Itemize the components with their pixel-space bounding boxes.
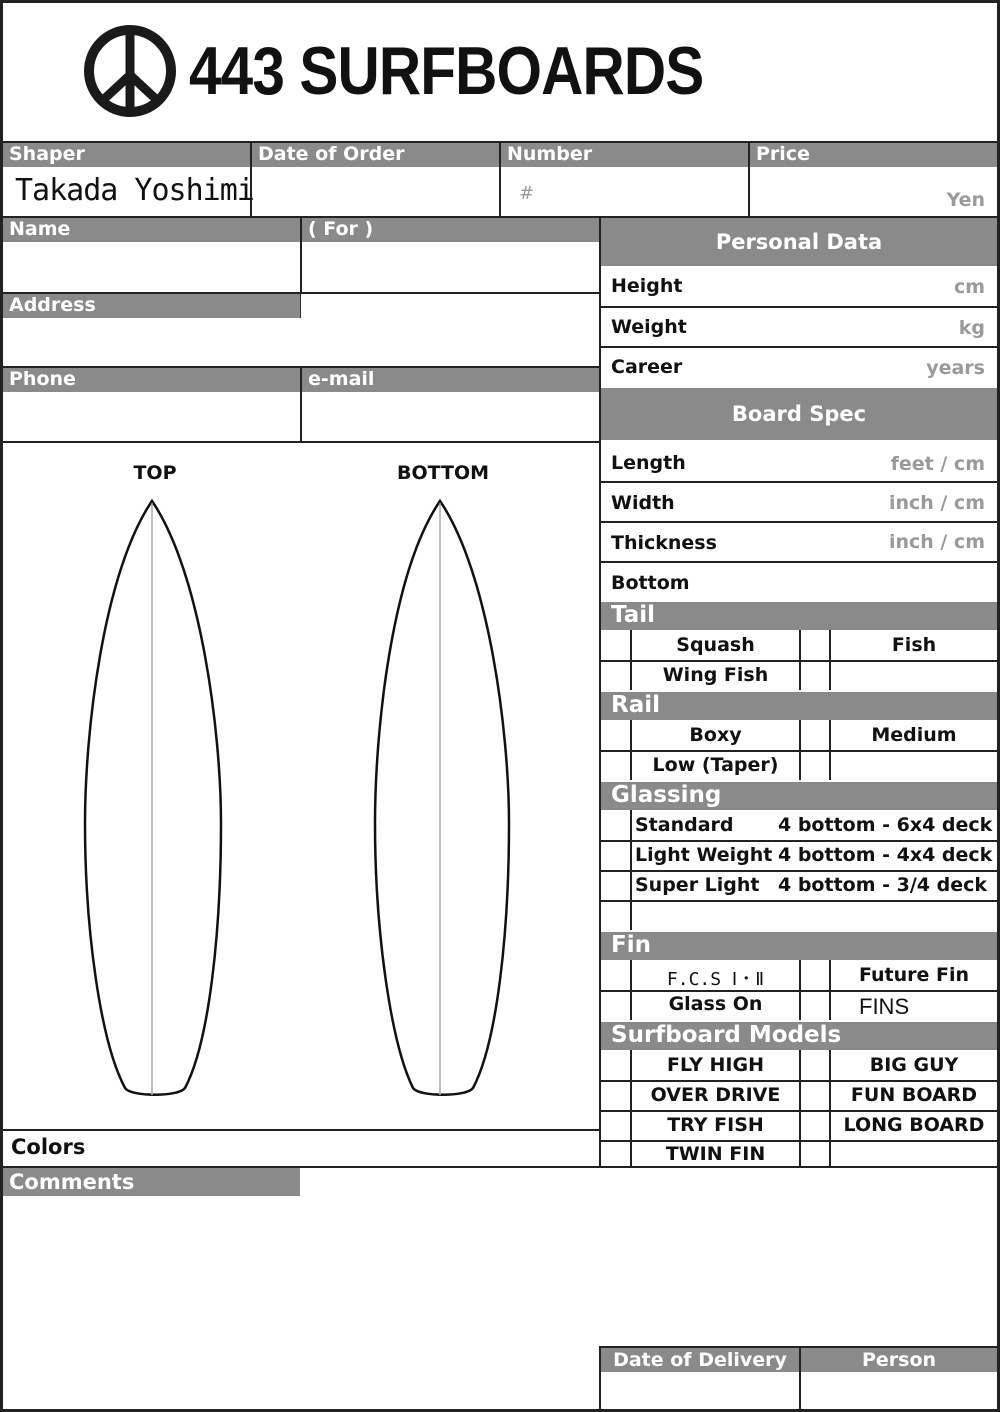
address-label: Address xyxy=(3,294,300,318)
rail-boxy-option: Boxy xyxy=(689,724,742,746)
brand-title: 443 SURFBOARDS xyxy=(189,33,704,109)
price-unit: Yen xyxy=(946,189,985,211)
price-label: Price xyxy=(750,143,997,167)
top-view-label: TOP xyxy=(133,462,177,484)
rail-other-checkbox[interactable] xyxy=(801,752,828,779)
weight-label: Weight xyxy=(611,316,687,338)
surfboard-top-outline xyxy=(85,501,221,1095)
length-unit: feet / cm xyxy=(890,453,985,475)
model-over-drive-option: OVER DRIVE xyxy=(650,1084,781,1106)
phone-field[interactable] xyxy=(5,393,299,440)
divider xyxy=(601,346,997,348)
divider xyxy=(799,1346,801,1409)
tail-squash-checkbox[interactable] xyxy=(603,632,629,659)
divider xyxy=(300,294,301,318)
fin-glass-on-option: Glass On xyxy=(668,993,763,1015)
model-twin-fin-option: TWIN FIN xyxy=(665,1143,766,1165)
date-of-delivery-label: Date of Delivery xyxy=(601,1348,799,1372)
surfboard-drawing[interactable] xyxy=(3,443,599,1129)
number-label: Number xyxy=(501,143,748,167)
tail-title: Tail xyxy=(601,602,997,630)
divider xyxy=(601,521,997,523)
model-other-field[interactable] xyxy=(831,1142,995,1165)
number-prefix: # xyxy=(519,183,535,204)
thickness-unit: inch / cm xyxy=(888,531,985,553)
glassing-standard-desc: 4 bottom - 6x4 deck xyxy=(778,814,993,836)
thickness-label: Thickness xyxy=(611,532,717,554)
glassing-other-checkbox[interactable] xyxy=(603,902,629,929)
model-fly-high-option: FLY HIGH xyxy=(667,1054,764,1076)
rail-low-taper-checkbox[interactable] xyxy=(603,752,629,779)
shaper-value[interactable]: Takada Yoshimi xyxy=(15,173,254,208)
rail-medium-option: Medium xyxy=(871,724,957,746)
model-other-checkbox[interactable] xyxy=(801,1142,828,1165)
fin-fins-checkbox[interactable] xyxy=(801,992,828,1019)
divider xyxy=(499,143,501,216)
divider xyxy=(601,1080,997,1082)
date-of-order-field[interactable] xyxy=(255,169,497,215)
glassing-light-weight-desc: 4 bottom - 4x4 deck xyxy=(778,844,993,866)
divider xyxy=(3,1129,599,1131)
rail-low-taper-option: Low (Taper) xyxy=(652,754,779,776)
divider xyxy=(601,840,997,842)
rail-other-field[interactable] xyxy=(831,752,995,779)
divider xyxy=(300,218,302,292)
divider xyxy=(601,481,997,483)
board-spec-title: Board Spec xyxy=(601,388,997,440)
model-fly-high-checkbox[interactable] xyxy=(603,1052,629,1079)
personal-data-title: Personal Data xyxy=(601,218,997,266)
glassing-super-light-name: Super Light xyxy=(635,874,760,896)
height-unit: cm xyxy=(953,276,985,298)
name-field[interactable] xyxy=(5,244,299,291)
fin-future-checkbox[interactable] xyxy=(801,962,828,989)
fin-fcs-checkbox[interactable] xyxy=(603,962,629,989)
width-label: Width xyxy=(611,492,675,514)
fin-title: Fin xyxy=(601,932,997,960)
model-over-drive-checkbox[interactable] xyxy=(603,1082,629,1109)
rail-title: Rail xyxy=(601,692,997,720)
phone-label: Phone xyxy=(3,368,300,392)
tail-wing-fish-option: Wing Fish xyxy=(662,664,769,686)
length-label: Length xyxy=(611,452,686,474)
divider xyxy=(300,368,302,441)
comments-field[interactable] xyxy=(5,1198,995,1346)
model-try-fish-option: TRY FISH xyxy=(667,1114,764,1136)
model-long-board-checkbox[interactable] xyxy=(801,1112,828,1139)
divider xyxy=(601,1110,997,1112)
for-label: ( For ) xyxy=(302,218,599,242)
peace-sign-icon xyxy=(80,23,180,119)
fin-fcs-option: F.C.S Ⅰ・Ⅱ xyxy=(666,969,765,990)
number-field[interactable] xyxy=(533,169,745,215)
glassing-light-weight-name: Light Weight xyxy=(635,844,773,866)
model-big-guy-option: BIG GUY xyxy=(869,1054,959,1076)
shaper-label: Shaper xyxy=(3,143,250,167)
name-label: Name xyxy=(3,218,300,242)
divider xyxy=(601,870,997,872)
divider xyxy=(601,306,997,308)
weight-unit: kg xyxy=(958,317,985,339)
model-fun-board-option: FUN BOARD xyxy=(850,1084,978,1106)
rail-boxy-checkbox[interactable] xyxy=(603,722,629,749)
surfboard-bottom-outline xyxy=(375,501,509,1095)
model-try-fish-checkbox[interactable] xyxy=(603,1112,629,1139)
bottom-field[interactable] xyxy=(703,564,995,600)
person-field[interactable] xyxy=(802,1374,996,1408)
person-label: Person xyxy=(801,1348,997,1372)
surfboard-models-title: Surfboard Models xyxy=(601,1022,997,1050)
rail-medium-checkbox[interactable] xyxy=(801,722,828,749)
glassing-super-light-checkbox[interactable] xyxy=(603,872,629,899)
career-unit: years xyxy=(926,357,985,379)
glassing-standard-name: Standard xyxy=(635,814,734,836)
tail-other-field[interactable] xyxy=(831,662,995,689)
model-long-board-option: LONG BOARD xyxy=(843,1114,985,1136)
divider xyxy=(599,1346,601,1409)
tail-squash-option: Squash xyxy=(676,634,755,656)
glassing-other-field[interactable] xyxy=(632,902,995,929)
tail-fish-checkbox[interactable] xyxy=(801,632,828,659)
email-label: e-mail xyxy=(302,368,599,392)
bottom-view-label: BOTTOM xyxy=(396,462,490,484)
colors-label: Colors xyxy=(11,1135,86,1159)
width-unit: inch / cm xyxy=(888,492,985,514)
divider xyxy=(599,1346,997,1348)
model-big-guy-checkbox[interactable] xyxy=(801,1052,828,1079)
date-of-order-label: Date of Order xyxy=(252,143,499,167)
colors-field[interactable] xyxy=(113,1133,597,1165)
glassing-standard-checkbox[interactable] xyxy=(603,812,629,839)
divider xyxy=(601,561,997,563)
for-field[interactable] xyxy=(303,244,598,291)
career-label: Career xyxy=(611,356,683,378)
tail-fish-option: Fish xyxy=(891,634,937,656)
fin-future-option: Future Fin xyxy=(858,964,970,986)
glassing-light-weight-checkbox[interactable] xyxy=(603,842,629,869)
height-label: Height xyxy=(611,275,683,297)
bottom-label: Bottom xyxy=(611,572,690,594)
tail-wing-fish-checkbox[interactable] xyxy=(603,662,629,689)
tail-other-checkbox[interactable] xyxy=(801,662,828,689)
date-of-delivery-field[interactable] xyxy=(602,1374,798,1408)
address-field[interactable] xyxy=(5,319,598,365)
email-field[interactable] xyxy=(303,393,598,440)
glassing-super-light-desc: 4 bottom - 3/4 deck xyxy=(778,874,987,896)
glassing-title: Glassing xyxy=(601,782,997,810)
divider xyxy=(748,143,750,216)
fin-fins-option: FINS xyxy=(859,994,910,1019)
model-twin-fin-checkbox[interactable] xyxy=(603,1142,629,1165)
model-fun-board-checkbox[interactable] xyxy=(801,1082,828,1109)
fin-glass-on-checkbox[interactable] xyxy=(603,992,629,1019)
comments-label: Comments xyxy=(3,1168,300,1196)
